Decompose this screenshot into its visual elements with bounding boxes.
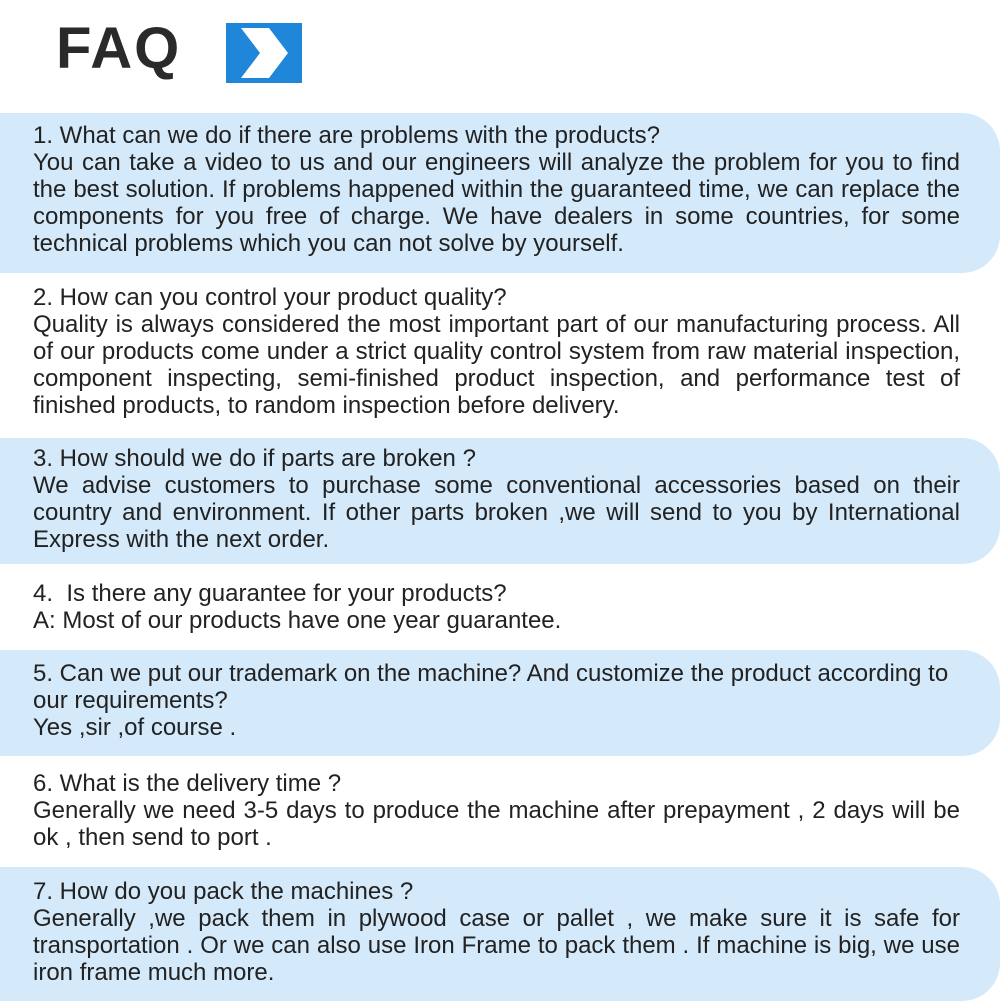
page-title: FAQ <box>56 16 182 81</box>
faq-answer: Yes ,sir ,of course . <box>33 714 237 741</box>
faq-answer: Generally we need 3-5 days to produce the machine after prepayment , 2 days will be ok , then send to port . <box>33 797 967 851</box>
faq-question: 5. Can we put our trademark on the machine? And customize the product according to our requirements? <box>33 660 955 714</box>
faq-question: 1. What can we do if there are problems with the products? <box>33 122 660 149</box>
faq-item <box>0 759 1000 865</box>
faq-item <box>0 113 1000 273</box>
faq-question: 7. How do you pack the machines ? <box>33 878 414 905</box>
faq-question: 3. How should we do if parts are broken ? <box>33 445 476 472</box>
faq-answer: Quality is always considered the most important part of our manufacturing process. All of our products come under a strict quality control system from raw material inspection, component inspecting, semi-finished product inspection, and performance test of finished products, to random inspection before delivery. <box>33 311 967 419</box>
faq-question: 6. What is the delivery time ? <box>33 770 342 797</box>
faq-answer: A: Most of our products have one year guarantee. <box>33 607 562 634</box>
faq-question: 2. How can you control your product quality? <box>33 284 507 311</box>
faq-item <box>0 276 1000 436</box>
faq-answer: Generally ,we pack them in plywood case or pallet , we make sure it is safe for transportation . Or we can also use Iron Frame to pack them . If machine is big, we use iron frame much more. <box>33 905 967 986</box>
faq-item <box>0 438 1000 564</box>
faq-answer: You can take a video to us and our engineers will analyze the problem for you to find the best solution. If problems happened within the guaranteed time, we can replace the components for you free of charge. We have dealers in some countries, for some technical problems which you can not solve by yourself. <box>33 149 967 257</box>
faq-item <box>0 567 1000 648</box>
faq-item <box>0 650 1000 756</box>
faq-item <box>0 867 1000 1001</box>
faq-answer: We advise customers to purchase some conventional accessories based on their country and environment. If other parts broken ,we will send to you by International Express with the next order. <box>33 472 967 553</box>
faq-question: 4. Is there any guarantee for your products? <box>33 580 507 607</box>
